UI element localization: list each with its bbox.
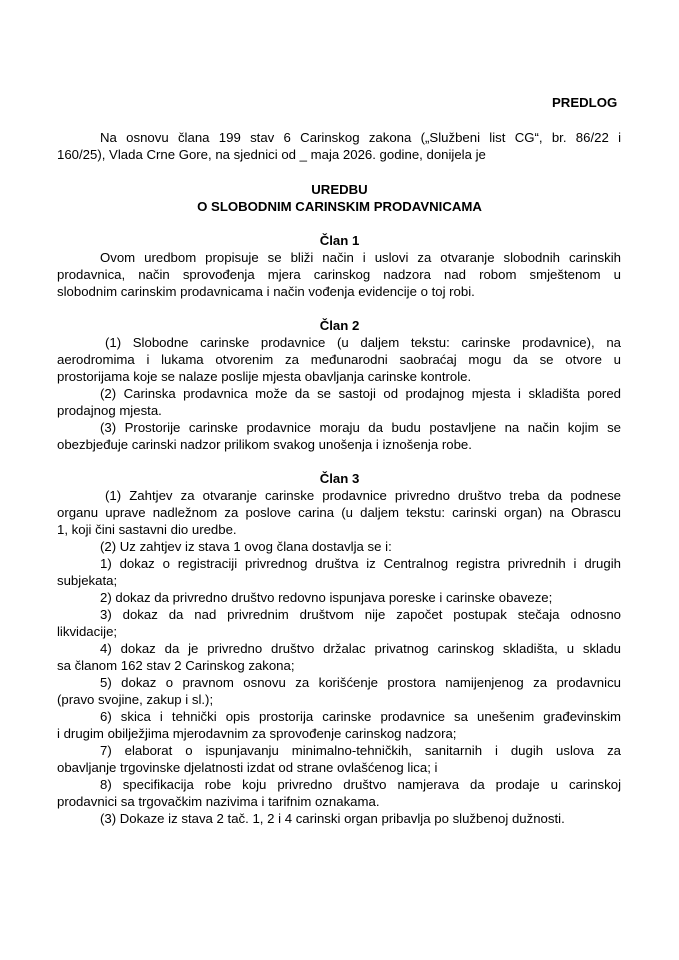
clan-2-line: (2) Carinska prodavnica može da se sastoji od prodajnog mjesta i skladišta pored <box>100 386 621 401</box>
clan-3-line: obavljanje trgovinske djelatnosti izdat od strane ovlašćenog lica; i <box>57 760 438 775</box>
clan-3-line: i drugim obilježjima mjerodavnim za sprovođenje carinskog nadzora; <box>57 726 457 741</box>
title-line-1: UREDBU <box>311 182 368 197</box>
clan-3-line: 7) elaborat o ispunjavanju minimalno-tehničkih, sanitarnih i dugih uslova za <box>100 743 621 758</box>
clan-3-line: subjekata; <box>57 573 118 588</box>
clan-3-line: 2) dokaz da privredno društvo redovno ispunjava poreske i carinske obaveze; <box>100 590 553 605</box>
clan-2-heading: Član 2 <box>319 318 360 333</box>
title-line-2: O SLOBODNIM CARINSKIM PRODAVNICAMA <box>197 199 482 214</box>
clan-1-line: prodavnica, način sprovođenja mjera carinskog nadzora nad robom smještenom u <box>57 267 621 282</box>
clan-3-line: 8) specifikacija robe koju privredno društvo namjerava da prodaje u carinskoj <box>100 777 621 792</box>
clan-3-line: organu uprave nadležnom za poslove carina (u daljem tekstu: carinski organ) na Obrascu <box>57 505 621 520</box>
clan-3-line: (2) Uz zahtjev iz stava 1 ovog člana dostavlja se i: <box>100 539 392 554</box>
clan-2-line: (1) Slobodne carinske prodavnice (u daljem tekstu: carinske prodavnice), na <box>105 335 621 350</box>
clan-3-line: 4) dokaz da je privredno društvo držalac privatnog carinskog skladišta, u skladu <box>100 641 621 656</box>
preamble-line-1: Na osnovu člana 199 stav 6 Carinskog zakona („Službeni list CG“, br. 86/22 i <box>100 130 621 145</box>
clan-3-line: 6) skica i tehnički opis prostorija carinske prodavnice sa unešenim građevinskim <box>100 709 621 724</box>
clan-3-line: prodavnici sa trgovačkim nazivima i tarifnim oznakama. <box>57 794 380 809</box>
clan-2-line: aerodromima i lukama otvorenim za međunarodni saobraćaj mogu da se otvore u <box>57 352 621 367</box>
clan-3-line: 5) dokaz o pravnom osnovu za korišćenje prostora namijenjenog za prodavnicu <box>100 675 621 690</box>
clan-1-line: Ovom uredbom propisuje se bliži način i uslovi za otvaranje slobodnih carinskih <box>100 250 621 265</box>
clan-3-line: (1) Zahtjev za otvaranje carinske prodavnice privredno društvo treba da podnese <box>105 488 621 503</box>
preamble-line-2: 160/25), Vlada Crne Gore, na sjednici od _ maja 2026. godine, donijela je <box>57 147 486 162</box>
clan-3-line: (3) Dokaze iz stava 2 tač. 1, 2 i 4 carinski organ pribavlja po službenoj dužnosti. <box>100 811 565 826</box>
clan-2-line: prostorijama koje se nalaze poslije mjesta obavljanja carinske kontrole. <box>57 369 472 384</box>
clan-3-line: (pravo svojine, zakup i sl.); <box>57 692 214 707</box>
clan-3-line: 1, koji čini sastavni dio uredbe. <box>57 522 237 537</box>
clan-3-line: likvidacije; <box>57 624 118 639</box>
clan-1-heading: Član 1 <box>319 233 360 248</box>
clan-2-line: (3) Prostorije carinske prodavnice moraju da budu postavljene na način kojim se <box>100 420 621 435</box>
clan-3-line: 3) dokaz da nad privrednim društvom nije započet postupak stečaja odnosno <box>100 607 621 622</box>
clan-3-line: sa članom 162 stav 2 Carinskog zakona; <box>57 658 295 673</box>
clan-1-line: slobodnim carinskim prodavnicama i način vođenja evidencije o toj robi. <box>57 284 475 299</box>
clan-3-line: 1) dokaz o registraciji privrednog društva iz Centralnog registra privrednih i drugih <box>100 556 621 571</box>
predlog-label: PREDLOG <box>552 95 618 110</box>
clan-3-heading: Član 3 <box>319 471 360 486</box>
clan-2-line: obezbjeđuje carinski nadzor prilikom svakog unošenja i iznošenja robe. <box>57 437 472 452</box>
clan-2-line: prodajnog mjesta. <box>57 403 162 418</box>
